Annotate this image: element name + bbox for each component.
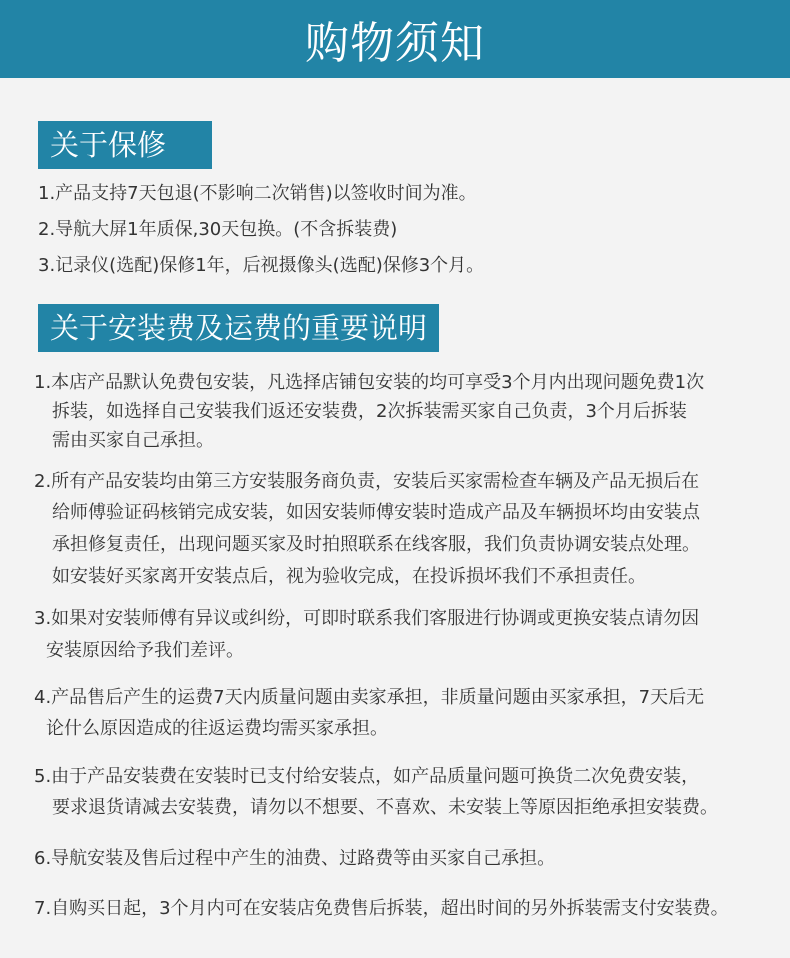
notice-line: 6.导航安装及售后过程中产生的油费、过路费等由买家自己承担。 (34, 848, 556, 869)
warranty-item: 3.记录仪(选配)保修1年，后视摄像头(选配)保修3个月。 (38, 255, 485, 276)
section-heading-installation-shipping: 关于安装费及运费的重要说明 (38, 304, 439, 352)
notice-line: 7.自购买日起，3个月内可在安装店免费售后拆装，超出时间的另外拆装需支付安装费。 (34, 898, 729, 919)
notice-line: 1.本店产品默认免费包安装，凡选择店铺包安装的均可享受3个月内出现问题免费1次 (34, 372, 705, 393)
notice-line: 给师傅验证码核销完成安装，如因安装师傅安装时造成产品及车辆损坏均由安装点 (52, 502, 700, 523)
notice-line: 需由买家自己承担。 (52, 430, 214, 451)
notice-line: 拆装，如选择自己安装我们返还安装费，2次拆装需买家自己负责，3个月后拆装 (52, 401, 687, 422)
notice-line: 5.由于产品安装费在安装时已支付给安装点，如产品质量问题可换货二次免费安装， (34, 766, 700, 787)
notice-line: 承担修复责任，出现问题买家及时拍照联系在线客服，我们负责协调安装点处理。 (52, 534, 700, 555)
notice-line: 2.所有产品安装均由第三方安装服务商负责，安装后买家需检查车辆及产品无损后在 (34, 471, 700, 492)
page-title: 购物须知 (305, 18, 485, 69)
warranty-item: 2.导航大屏1年质保,30天包换。(不含拆装费) (38, 219, 398, 240)
notice-line: 安装原因给予我们差评。 (46, 640, 244, 661)
section-heading-warranty: 关于保修 (38, 121, 212, 169)
notice-line: 4.产品售后产生的运费7天内质量问题由卖家承担，非质量问题由买家承担，7天后无 (34, 687, 705, 708)
notice-line: 如安装好买家离开安装点后，视为验收完成，在投诉损坏我们不承担责任。 (52, 566, 646, 587)
notice-line: 3.如果对安装师傅有异议或纠纷，可即时联系我们客服进行协调或更换安装点请勿因 (34, 608, 700, 629)
notice-line: 论什么原因造成的往返运费均需买家承担。 (46, 718, 388, 739)
notice-line: 要求退货请减去安装费，请勿以不想要、不喜欢、未安装上等原因拒绝承担安装费。 (52, 797, 718, 818)
warranty-item: 1.产品支持7天包退(不影响二次销售)以签收时间为准。 (38, 183, 477, 204)
header-banner (0, 0, 790, 78)
